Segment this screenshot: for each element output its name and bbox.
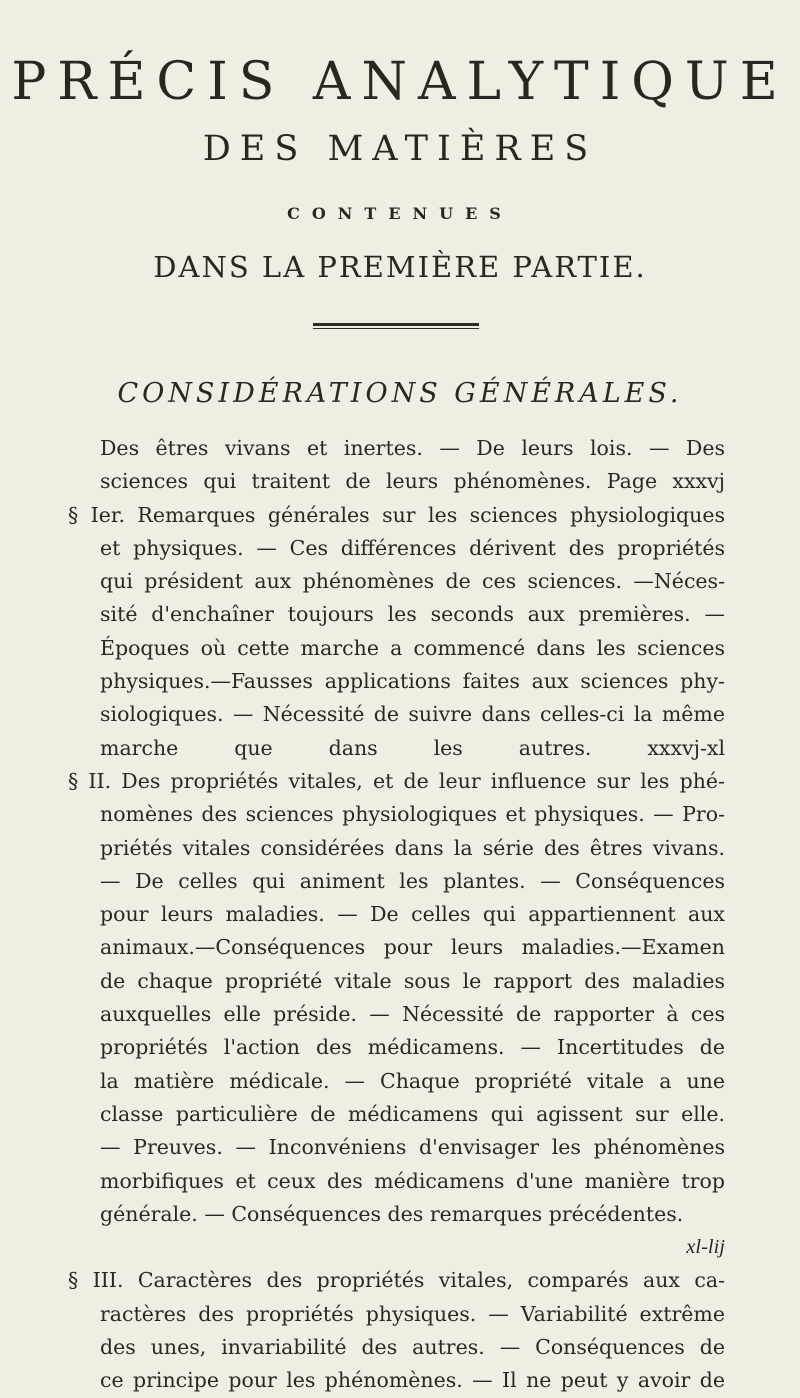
- text-line: la matière médicale. — Chaque propriété vitale a une: [100, 1068, 725, 1093]
- text-line: ractères des propriétés physiques. — Variabilité extrême: [100, 1301, 725, 1326]
- text-line: sité d'enchaîner toujours les seconds aux premières. —: [100, 602, 725, 627]
- text-line: § II. Des propriétés vitales, et de leur influence sur les phé-: [68, 768, 725, 793]
- text-line: Des êtres vivans et inertes. — De leurs lois. — Des: [100, 436, 725, 460]
- text-line: priétés vitales considérées dans la série des êtres vivans.: [100, 835, 725, 860]
- text-line: sciences qui traitent de leurs phénomènes. Page xxxvj: [100, 469, 725, 494]
- text-line: auxquelles elle préside. — Nécessité de rapporter à ces: [100, 1002, 725, 1027]
- body-text: [68, 432, 725, 1398]
- section-heading: CONSIDÉRATIONS GÉNÉRALES.: [117, 378, 683, 409]
- text-line: propriétés l'action des médicamens. — Incertitudes de: [100, 1035, 725, 1060]
- text-line: qui président aux phénomènes de ces sciences. —Néces-: [100, 569, 725, 594]
- text-line: siologiques. — Nécessité de suivre dans celles-ci la même: [100, 702, 725, 727]
- text-line: classe particulière de médicamens qui agissent sur elle.: [100, 1101, 725, 1126]
- title-line-1: PRÉCIS ANALYTIQUE: [11, 52, 789, 112]
- title-line-4: DANS LA PREMIÈRE PARTIE.: [153, 250, 647, 284]
- title-line-3: CONTENUES: [287, 204, 513, 223]
- text-line: — Preuves. — Inconvéniens d'envisager les phénomènes: [100, 1135, 725, 1160]
- text-line: des unes, invariabilité des autres. — Conséquences de: [100, 1335, 725, 1360]
- text-line: ce principe pour les phénomènes. — Il ne peut y avoir de: [100, 1368, 725, 1393]
- text-line: physiques.—Fausses applications faites aux sciences phy-: [100, 669, 725, 694]
- text-line: § III. Caractères des propriétés vitales, comparés aux ca-: [68, 1268, 725, 1293]
- page-reference: xl-lij: [686, 1236, 725, 1259]
- title-line-2: DES MATIÈRES: [202, 129, 598, 169]
- text-line: animaux.—Conséquences pour leurs maladies.—Examen: [100, 935, 725, 960]
- text-line: générale. — Conséquences des remarques précédentes.: [100, 1201, 684, 1226]
- text-line: pour leurs maladies. — De celles qui appartiennent aux: [100, 902, 725, 927]
- text-line: de chaque propriété vitale sous le rapport des maladies: [100, 968, 725, 993]
- text-line: marche que dans les autres. xxxvj-xl: [100, 735, 725, 760]
- text-line: — De celles qui animent les plantes. — Conséquences: [100, 868, 725, 893]
- text-line: et physiques. — Ces différences dérivent des propriétés: [100, 535, 725, 560]
- text-line: Époques où cette marche a commencé dans les sciences: [100, 635, 725, 660]
- text-line: § Ier. Remarques générales sur les sciences physiologiques: [68, 502, 725, 527]
- horizontal-rule: [313, 323, 479, 329]
- text-line: nomènes des sciences physiologiques et physiques. — Pro-: [100, 802, 725, 827]
- text-line: morbifiques et ceux des médicamens d'une manière trop: [100, 1168, 725, 1193]
